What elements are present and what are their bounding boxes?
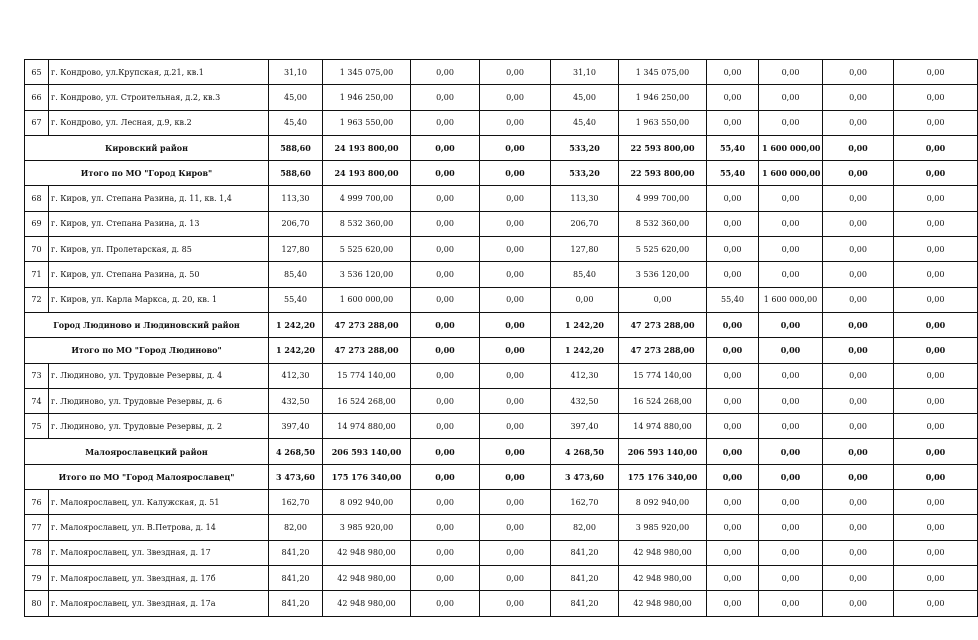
subtotal-row	[25, 439, 978, 464]
value-cell: 0,00	[480, 363, 551, 388]
value-cell: 0,00	[480, 237, 551, 262]
value-cell: 31,10	[551, 60, 619, 85]
value-cell: 0,00	[759, 237, 823, 262]
row-number: 80	[25, 591, 49, 616]
value-cell: 0,00	[411, 591, 480, 616]
address-cell: г. Малоярославец, ул. В.Петрова, д. 14	[49, 515, 269, 540]
value-cell: 841,20	[269, 540, 323, 565]
value-cell: 4 999 700,00	[323, 186, 411, 211]
value-cell: 588,60	[269, 135, 323, 160]
value-cell: 0,00	[759, 540, 823, 565]
value-cell: 0,00	[759, 515, 823, 540]
value-cell: 1 600 000,00	[759, 135, 823, 160]
value-cell: 206,70	[269, 211, 323, 236]
value-cell: 412,30	[269, 363, 323, 388]
value-cell: 1 963 550,00	[619, 110, 707, 135]
value-cell: 0,00	[759, 464, 823, 489]
value-cell: 127,80	[551, 237, 619, 262]
table-row	[25, 591, 978, 616]
value-cell: 47 273 288,00	[619, 338, 707, 363]
value-cell: 175 176 340,00	[323, 464, 411, 489]
value-cell: 0,00	[894, 565, 978, 590]
document-table	[24, 59, 978, 617]
table-row	[25, 211, 978, 236]
value-cell: 0,00	[411, 338, 480, 363]
value-cell: 0,00	[411, 312, 480, 337]
row-number: 68	[25, 186, 49, 211]
table-row	[25, 515, 978, 540]
value-cell: 0,00	[823, 515, 894, 540]
row-number: 75	[25, 414, 49, 439]
value-cell: 0,00	[894, 211, 978, 236]
value-cell: 841,20	[551, 591, 619, 616]
value-cell: 0,00	[759, 414, 823, 439]
value-cell: 206 593 140,00	[323, 439, 411, 464]
value-cell: 1 345 075,00	[323, 60, 411, 85]
value-cell: 0,00	[894, 186, 978, 211]
value-cell: 0,00	[411, 262, 480, 287]
value-cell: 0,00	[480, 388, 551, 413]
table-row	[25, 414, 978, 439]
address-cell: г. Киров, ул. Степана Разина, д. 50	[49, 262, 269, 287]
value-cell: 1 242,20	[269, 338, 323, 363]
value-cell: 206 593 140,00	[619, 439, 707, 464]
row-number: 77	[25, 515, 49, 540]
value-cell: 0,00	[411, 110, 480, 135]
value-cell: 206,70	[551, 211, 619, 236]
value-cell: 0,00	[411, 161, 480, 186]
value-cell: 841,20	[269, 591, 323, 616]
value-cell: 0,00	[707, 237, 759, 262]
value-cell: 0,00	[759, 312, 823, 337]
value-cell: 1 600 000,00	[323, 287, 411, 312]
value-cell: 0,00	[480, 312, 551, 337]
value-cell: 0,00	[894, 85, 978, 110]
value-cell: 15 774 140,00	[323, 363, 411, 388]
value-cell: 1 600 000,00	[759, 287, 823, 312]
value-cell: 0,00	[480, 262, 551, 287]
value-cell: 175 176 340,00	[619, 464, 707, 489]
value-cell: 432,50	[269, 388, 323, 413]
value-cell: 42 948 980,00	[323, 565, 411, 590]
value-cell: 412,30	[551, 363, 619, 388]
value-cell: 47 273 288,00	[323, 312, 411, 337]
value-cell: 16 524 268,00	[619, 388, 707, 413]
value-cell: 0,00	[411, 211, 480, 236]
subtotal-label: Малоярославецкий район	[25, 439, 269, 464]
value-cell: 0,00	[823, 490, 894, 515]
value-cell: 0,00	[759, 186, 823, 211]
table-row	[25, 85, 978, 110]
value-cell: 0,00	[823, 211, 894, 236]
address-cell: г. Кондрово, ул.Крупская, д.21, кв.1	[49, 60, 269, 85]
value-cell: 0,00	[894, 135, 978, 160]
value-cell: 0,00	[480, 439, 551, 464]
address-cell: г. Малоярославец, ул. Звездная, д. 17а	[49, 591, 269, 616]
row-number: 66	[25, 85, 49, 110]
address-cell: г. Людиново, ул. Трудовые Резервы, д. 4	[49, 363, 269, 388]
value-cell: 0,00	[759, 211, 823, 236]
value-cell: 0,00	[894, 287, 978, 312]
value-cell: 0,00	[480, 287, 551, 312]
address-cell: г. Малоярославец, ул. Калужская, д. 51	[49, 490, 269, 515]
value-cell: 0,00	[823, 414, 894, 439]
address-cell: г. Кондрово, ул. Строительная, д.2, кв.3	[49, 85, 269, 110]
value-cell: 0,00	[411, 565, 480, 590]
value-cell: 0,00	[411, 414, 480, 439]
value-cell: 0,00	[759, 85, 823, 110]
value-cell: 0,00	[823, 363, 894, 388]
value-cell: 0,00	[411, 60, 480, 85]
value-cell: 42 948 980,00	[323, 540, 411, 565]
value-cell: 0,00	[823, 439, 894, 464]
value-cell: 127,80	[269, 237, 323, 262]
row-number: 76	[25, 490, 49, 515]
value-cell: 0,00	[707, 464, 759, 489]
value-cell: 0,00	[707, 591, 759, 616]
row-number: 67	[25, 110, 49, 135]
value-cell: 82,00	[551, 515, 619, 540]
table-row	[25, 186, 978, 211]
address-cell: г. Людиново, ул. Трудовые Резервы, д. 2	[49, 414, 269, 439]
value-cell: 5 525 620,00	[619, 237, 707, 262]
table-row	[25, 565, 978, 590]
value-cell: 0,00	[823, 287, 894, 312]
value-cell: 0,00	[480, 565, 551, 590]
table-row	[25, 237, 978, 262]
value-cell: 85,40	[269, 262, 323, 287]
value-cell: 0,00	[707, 439, 759, 464]
value-cell: 0,00	[480, 515, 551, 540]
value-cell: 0,00	[894, 464, 978, 489]
value-cell: 0,00	[823, 312, 894, 337]
value-cell: 0,00	[759, 338, 823, 363]
value-cell: 3 536 120,00	[323, 262, 411, 287]
value-cell: 0,00	[823, 237, 894, 262]
value-cell: 0,00	[411, 287, 480, 312]
subtotal-label: Итого по МО "Город Киров"	[25, 161, 269, 186]
value-cell: 0,00	[411, 439, 480, 464]
row-number: 70	[25, 237, 49, 262]
value-cell: 0,00	[823, 262, 894, 287]
value-cell: 0,00	[480, 540, 551, 565]
value-cell: 0,00	[707, 338, 759, 363]
address-cell: г. Киров, ул. Степана Разина, д. 11, кв. 1,4	[49, 186, 269, 211]
value-cell: 0,00	[894, 363, 978, 388]
subtotal-row	[25, 464, 978, 489]
value-cell: 0,00	[823, 135, 894, 160]
value-cell: 0,00	[480, 464, 551, 489]
address-cell: г. Киров, ул. Карла Маркса, д. 20, кв. 1	[49, 287, 269, 312]
row-number: 69	[25, 211, 49, 236]
value-cell: 8 092 940,00	[619, 490, 707, 515]
value-cell: 0,00	[707, 540, 759, 565]
value-cell: 8 532 360,00	[323, 211, 411, 236]
value-cell: 1 600 000,00	[759, 161, 823, 186]
value-cell: 3 985 920,00	[619, 515, 707, 540]
subtotal-row	[25, 161, 978, 186]
value-cell: 3 473,60	[551, 464, 619, 489]
value-cell: 0,00	[707, 515, 759, 540]
value-cell: 3 985 920,00	[323, 515, 411, 540]
value-cell: 0,00	[707, 110, 759, 135]
address-cell: г. Киров, ул. Пролетарская, д. 85	[49, 237, 269, 262]
value-cell: 0,00	[411, 363, 480, 388]
value-cell: 0,00	[823, 565, 894, 590]
value-cell: 0,00	[480, 490, 551, 515]
address-cell: г. Кондрово, ул. Лесная, д.9, кв.2	[49, 110, 269, 135]
value-cell: 0,00	[411, 515, 480, 540]
table-row	[25, 262, 978, 287]
value-cell: 0,00	[707, 60, 759, 85]
value-cell: 0,00	[480, 110, 551, 135]
table-row	[25, 287, 978, 312]
subtotal-label: Город Людиново и Людиновский район	[25, 312, 269, 337]
value-cell: 0,00	[894, 60, 978, 85]
value-cell: 42 948 980,00	[619, 540, 707, 565]
subtotal-row	[25, 338, 978, 363]
value-cell: 3 473,60	[269, 464, 323, 489]
value-cell: 533,20	[551, 161, 619, 186]
value-cell: 533,20	[551, 135, 619, 160]
value-cell: 0,00	[894, 515, 978, 540]
value-cell: 841,20	[551, 565, 619, 590]
value-cell: 0,00	[823, 388, 894, 413]
value-cell: 1 946 250,00	[619, 85, 707, 110]
value-cell: 8 532 360,00	[619, 211, 707, 236]
value-cell: 0,00	[707, 186, 759, 211]
table-row	[25, 110, 978, 135]
value-cell: 47 273 288,00	[323, 338, 411, 363]
value-cell: 0,00	[894, 540, 978, 565]
value-cell: 0,00	[823, 540, 894, 565]
row-number: 79	[25, 565, 49, 590]
value-cell: 0,00	[823, 110, 894, 135]
value-cell: 0,00	[823, 338, 894, 363]
subtotal-label: Итого по МО "Город Людиново"	[25, 338, 269, 363]
value-cell: 1 946 250,00	[323, 85, 411, 110]
value-cell: 0,00	[411, 135, 480, 160]
table-row	[25, 388, 978, 413]
value-cell: 0,00	[823, 186, 894, 211]
value-cell: 0,00	[759, 262, 823, 287]
value-cell: 4 268,50	[551, 439, 619, 464]
subtotal-label: Итого по МО "Город Малоярославец"	[25, 464, 269, 489]
value-cell: 113,30	[269, 186, 323, 211]
value-cell: 47 273 288,00	[619, 312, 707, 337]
value-cell: 1 242,20	[551, 338, 619, 363]
row-number: 73	[25, 363, 49, 388]
subtotal-label: Кировский район	[25, 135, 269, 160]
value-cell: 0,00	[480, 211, 551, 236]
value-cell: 0,00	[411, 540, 480, 565]
value-cell: 113,30	[551, 186, 619, 211]
value-cell: 0,00	[894, 262, 978, 287]
value-cell: 22 593 800,00	[619, 161, 707, 186]
value-cell: 0,00	[823, 85, 894, 110]
value-cell: 0,00	[759, 565, 823, 590]
value-cell: 1 242,20	[551, 312, 619, 337]
value-cell: 0,00	[894, 312, 978, 337]
value-cell: 162,70	[551, 490, 619, 515]
value-cell: 0,00	[480, 414, 551, 439]
value-cell: 15 774 140,00	[619, 363, 707, 388]
value-cell: 0,00	[759, 363, 823, 388]
value-cell: 0,00	[411, 464, 480, 489]
value-cell: 0,00	[480, 186, 551, 211]
value-cell: 5 525 620,00	[323, 237, 411, 262]
value-cell: 588,60	[269, 161, 323, 186]
value-cell: 4 999 700,00	[619, 186, 707, 211]
value-cell: 0,00	[619, 287, 707, 312]
value-cell: 16 524 268,00	[323, 388, 411, 413]
value-cell: 0,00	[759, 388, 823, 413]
value-cell: 0,00	[823, 161, 894, 186]
value-cell: 55,40	[707, 287, 759, 312]
value-cell: 0,00	[411, 85, 480, 110]
value-cell: 432,50	[551, 388, 619, 413]
value-cell: 0,00	[894, 388, 978, 413]
value-cell: 0,00	[759, 490, 823, 515]
value-cell: 45,40	[551, 110, 619, 135]
value-cell: 0,00	[894, 414, 978, 439]
value-cell: 0,00	[823, 591, 894, 616]
value-cell: 42 948 980,00	[323, 591, 411, 616]
value-cell: 8 092 940,00	[323, 490, 411, 515]
value-cell: 0,00	[894, 110, 978, 135]
table-row	[25, 490, 978, 515]
value-cell: 31,10	[269, 60, 323, 85]
value-cell: 0,00	[411, 186, 480, 211]
value-cell: 0,00	[759, 60, 823, 85]
value-cell: 4 268,50	[269, 439, 323, 464]
value-cell: 841,20	[551, 540, 619, 565]
value-cell: 0,00	[707, 211, 759, 236]
value-cell: 45,40	[269, 110, 323, 135]
table-body	[25, 60, 978, 617]
value-cell: 0,00	[707, 414, 759, 439]
value-cell: 0,00	[707, 490, 759, 515]
value-cell: 0,00	[480, 591, 551, 616]
value-cell: 0,00	[707, 565, 759, 590]
value-cell: 0,00	[759, 110, 823, 135]
value-cell: 45,00	[551, 85, 619, 110]
value-cell: 0,00	[707, 312, 759, 337]
value-cell: 22 593 800,00	[619, 135, 707, 160]
address-cell: г. Малоярославец, ул. Звездная, д. 17	[49, 540, 269, 565]
value-cell: 0,00	[411, 388, 480, 413]
value-cell: 0,00	[707, 388, 759, 413]
value-cell: 14 974 880,00	[619, 414, 707, 439]
value-cell: 0,00	[823, 464, 894, 489]
value-cell: 24 193 800,00	[323, 135, 411, 160]
value-cell: 841,20	[269, 565, 323, 590]
value-cell: 0,00	[894, 439, 978, 464]
value-cell: 1 242,20	[269, 312, 323, 337]
value-cell: 397,40	[551, 414, 619, 439]
value-cell: 0,00	[480, 85, 551, 110]
value-cell: 0,00	[707, 262, 759, 287]
value-cell: 0,00	[894, 237, 978, 262]
row-number: 74	[25, 388, 49, 413]
value-cell: 1 963 550,00	[323, 110, 411, 135]
address-cell: г. Малоярославец, ул. Звездная, д. 17б	[49, 565, 269, 590]
value-cell: 3 536 120,00	[619, 262, 707, 287]
value-cell: 1 345 075,00	[619, 60, 707, 85]
value-cell: 0,00	[894, 161, 978, 186]
row-number: 72	[25, 287, 49, 312]
value-cell: 42 948 980,00	[619, 565, 707, 590]
table-row	[25, 60, 978, 85]
value-cell: 0,00	[411, 490, 480, 515]
value-cell: 0,00	[759, 591, 823, 616]
value-cell: 0,00	[480, 60, 551, 85]
value-cell: 397,40	[269, 414, 323, 439]
subtotal-row	[25, 312, 978, 337]
value-cell: 85,40	[551, 262, 619, 287]
value-cell: 0,00	[480, 338, 551, 363]
value-cell: 42 948 980,00	[619, 591, 707, 616]
value-cell: 0,00	[759, 439, 823, 464]
subtotal-row	[25, 135, 978, 160]
value-cell: 45,00	[269, 85, 323, 110]
value-cell: 82,00	[269, 515, 323, 540]
value-cell: 0,00	[894, 338, 978, 363]
address-cell: г. Киров, ул. Степана Разина, д. 13	[49, 211, 269, 236]
row-number: 71	[25, 262, 49, 287]
table-row	[25, 540, 978, 565]
value-cell: 55,40	[707, 135, 759, 160]
row-number: 78	[25, 540, 49, 565]
value-cell: 0,00	[551, 287, 619, 312]
value-cell: 162,70	[269, 490, 323, 515]
value-cell: 0,00	[480, 161, 551, 186]
value-cell: 0,00	[480, 135, 551, 160]
table-row	[25, 363, 978, 388]
value-cell: 55,40	[269, 287, 323, 312]
value-cell: 0,00	[411, 237, 480, 262]
value-cell: 24 193 800,00	[323, 161, 411, 186]
address-cell: г. Людиново, ул. Трудовые Резервы, д. 6	[49, 388, 269, 413]
row-number: 65	[25, 60, 49, 85]
value-cell: 0,00	[894, 490, 978, 515]
value-cell: 14 974 880,00	[323, 414, 411, 439]
value-cell: 0,00	[823, 60, 894, 85]
value-cell: 0,00	[894, 591, 978, 616]
value-cell: 55,40	[707, 161, 759, 186]
value-cell: 0,00	[707, 363, 759, 388]
value-cell: 0,00	[707, 85, 759, 110]
